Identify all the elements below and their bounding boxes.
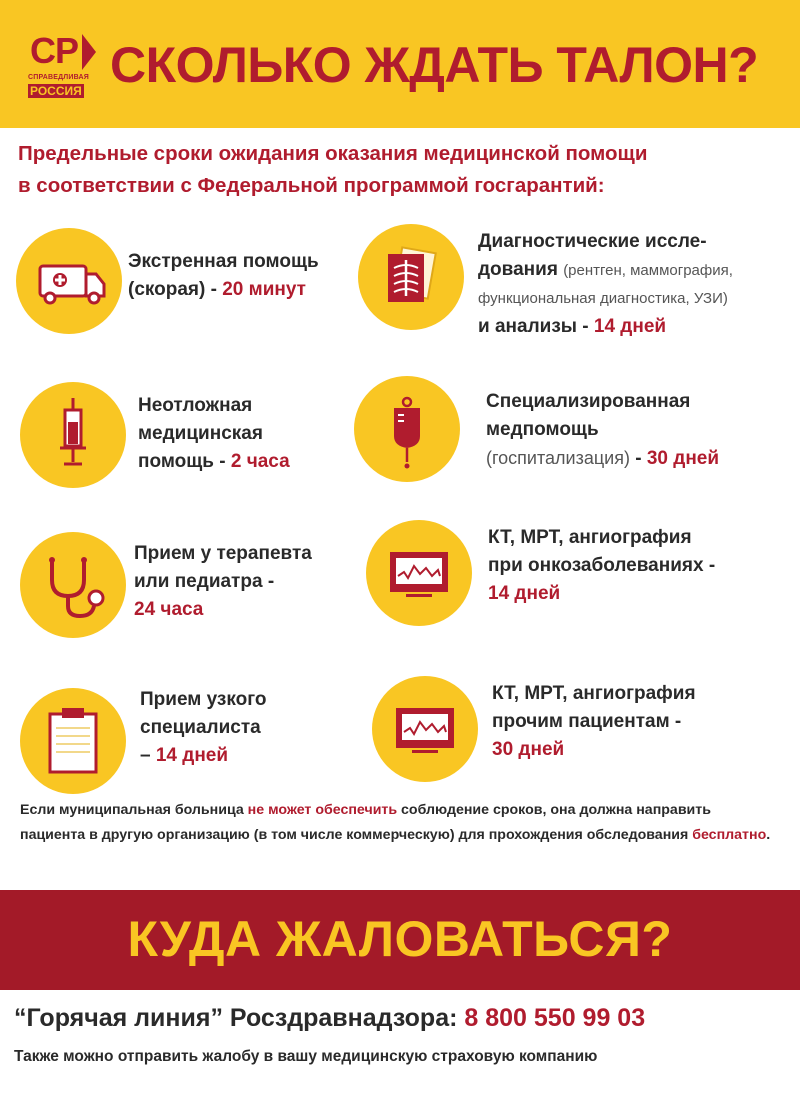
page-title: СКОЛЬКО ЖДАТЬ ТАЛОН? (110, 37, 759, 93)
item-urgent (138, 392, 290, 476)
item-urgent-line2: медицинская (138, 423, 263, 444)
item-emergency-time: 20 минут (222, 279, 306, 300)
monitor-icon (372, 676, 478, 782)
item-ct-onco-line2: при онкозаболеваниях - (488, 555, 716, 576)
footer-text: Также можно отправить жалобу в вашу медицинскую страховую компанию (14, 1048, 598, 1065)
item-specialist-time: 14 дней (155, 745, 229, 766)
item-ct-other-time: 30 дней (492, 739, 565, 760)
item-ct-other-line1: КТ, МРТ, ангиография (492, 683, 696, 704)
syringe-icon (20, 382, 126, 488)
note-highlight-1: не может обеспечить (247, 802, 398, 818)
item-specialized-time: 30 дней (646, 448, 720, 469)
item-specialist (140, 686, 267, 770)
subtitle-line2: в соответствии с Федеральной программой госгарантий: (18, 174, 605, 197)
logo-sub2: РОССИЯ (30, 84, 82, 98)
logo-sub1: СПРАВЕДЛИВАЯ (28, 74, 90, 81)
note-highlight-2: бесплатно (692, 827, 767, 843)
item-ct-other-line2: прочим пациентам - (492, 711, 682, 732)
item-ct-onco-line1: КТ, МРТ, ангиография (488, 527, 692, 548)
item-ct-other (492, 680, 696, 764)
item-emergency-line2: (скорая) - (128, 279, 223, 300)
item-therapist-line2: или педиатра - (134, 571, 275, 592)
item-diagnostics-line1: Диагностические иссле- (478, 231, 707, 252)
item-urgent-line3: помощь - (138, 451, 231, 472)
item-diagnostics-time: 14 дней (593, 316, 667, 337)
note-part-c: соблюдение сроков, она должна направить пациента в другую организацию (в том числе коммерческую) для прохождения обследования (20, 802, 711, 843)
subtitle-line1: Предельные сроки ожидания оказания медицинской помощи (18, 142, 648, 165)
item-ct-onco-time: 14 дней (488, 583, 561, 604)
item-ct-onco (488, 524, 715, 608)
item-urgent-line1: Неотложная (138, 395, 253, 416)
item-urgent-time: 2 часа (230, 451, 290, 472)
item-emergency (128, 248, 319, 304)
item-therapist (134, 540, 312, 624)
item-specialist-line1: Прием узкого (140, 689, 267, 710)
item-specialized-line2: медпомощь (486, 419, 599, 440)
subtitle (18, 138, 788, 202)
item-diagnostics-line2: дования (478, 259, 564, 280)
item-specialized (486, 388, 719, 473)
item-diagnostics (478, 228, 733, 341)
monitor-icon (366, 520, 472, 626)
logo-arrow-icon (82, 34, 96, 70)
hotline (14, 1004, 645, 1033)
note-paragraph (20, 798, 780, 848)
item-specialized-line1: Специализированная (486, 391, 691, 412)
note-part-a: Если муниципальная больница (20, 802, 248, 818)
item-therapist-line1: Прием у терапевта (134, 543, 312, 564)
item-specialist-dash: – (140, 745, 156, 766)
complaint-banner (0, 890, 800, 990)
clipboard-icon (20, 688, 126, 794)
iv-bag-icon (354, 376, 460, 482)
hotline-label: “Горячая линия” Росздравнадзора: (14, 1004, 465, 1032)
header (0, 0, 800, 128)
item-specialized-line3: (госпитализация) (486, 448, 630, 468)
xray-icon (358, 224, 464, 330)
item-specialist-line2: специалиста (140, 717, 261, 738)
ambulance-icon (16, 228, 122, 334)
item-specialized-dash: - (629, 448, 647, 469)
stethoscope-icon (20, 532, 126, 638)
logo-main: СР (30, 30, 79, 71)
note-part-e: . (766, 827, 771, 843)
hotline-phone[interactable]: 8 800 550 99 03 (464, 1004, 646, 1032)
item-diagnostics-line2b: (рентген, маммография, (563, 262, 733, 279)
banner-title: КУДА ЖАЛОВАТЬСЯ? (127, 911, 673, 967)
item-therapist-time: 24 часа (134, 599, 204, 620)
party-logo (28, 30, 100, 110)
item-diagnostics-line3: функциональная диагностика, УЗИ) (478, 290, 728, 307)
item-emergency-line1: Экстренная помощь (128, 251, 319, 272)
item-diagnostics-line4: и анализы - (478, 316, 594, 337)
